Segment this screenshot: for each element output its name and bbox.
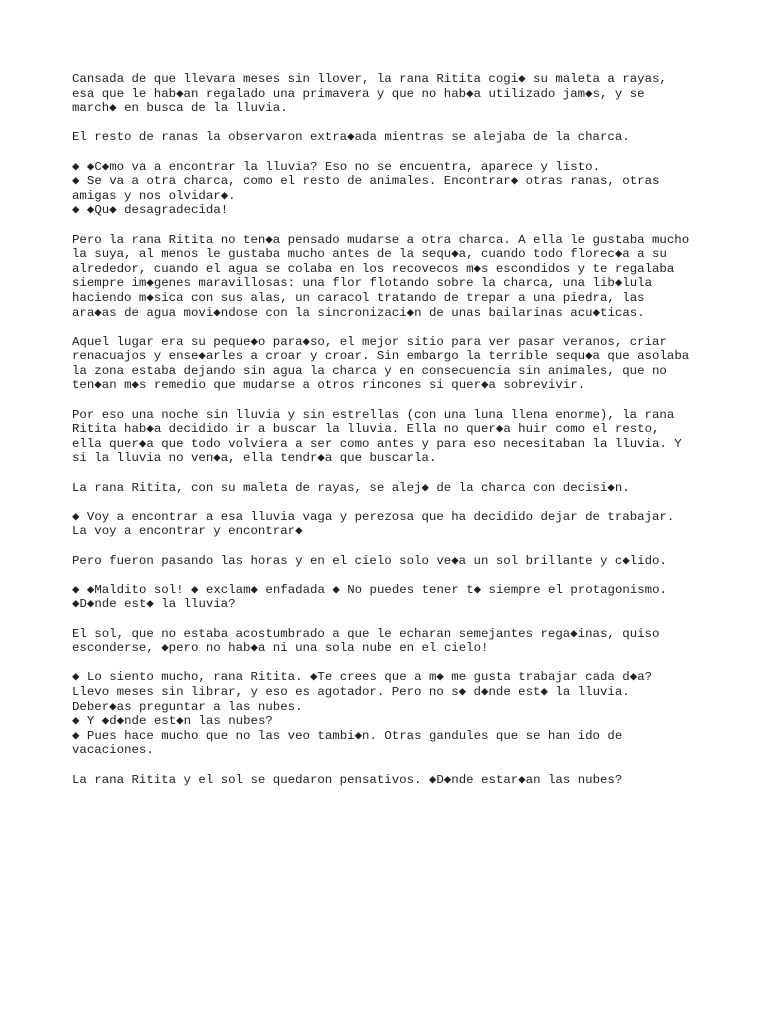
text-line: Pero la rana Ritita no ten◆a pensado mudarse a otra charca. A ella le gustaba mucho [72,232,690,247]
text-line: esconderse, ◆pero no hab◆a ni una sola nube en el cielo! [72,641,489,656]
document-page [72,72,712,802]
paragraph [72,773,712,788]
paragraph [72,408,712,466]
text-line: haciendo m◆sica con sus alas, un caracol tratando de trepar a una piedra, las [72,290,645,305]
text-line: Ritita hab◆a decidido ir a buscar la lluvia. Ella no quer◆a huir como el resto, [72,422,660,437]
paragraph [72,160,712,218]
text-line: ◆ ◆Qu◆ desagradecida! [72,203,229,218]
paragraph [72,670,712,758]
document-body [72,72,712,787]
text-line: La rana Ritita, con su maleta de rayas, se alej◆ de la charca con decisi◆n. [72,480,630,495]
paragraph [72,510,712,539]
text-line: renacuajos y ense◆arles a croar y croar. Sin embargo la terrible sequ◆a que asolaba [72,349,690,364]
text-line: vacaciones. [72,743,154,758]
paragraph [72,627,712,656]
paragraph [72,72,712,116]
text-line: esa que le hab◆an regalado una primavera y que no hab◆a utilizado jam◆s, y se [72,86,645,101]
text-line: Por eso una noche sin lluvia y sin estrellas (con una luna llena enorme), la rana [72,407,675,422]
paragraph [72,335,712,393]
text-line: Llevo meses sin librar, y eso es agotador. Pero no s◆ d◆nde est◆ la lluvia. [72,684,630,699]
text-line: march◆ en busca de la lluvia. [72,101,288,116]
text-line: Aquel lugar era su peque◆o para◆so, el mejor sitio para ver pasar veranos, criar [72,334,667,349]
paragraph [72,583,712,612]
text-line: alrededor, cuando el agua se colaba en los recovecos m◆s escondidos y te regalaba [72,261,675,276]
text-line: si la lluvia no ven◆a, ella tendr◆a que buscarla. [72,451,437,466]
paragraph [72,554,712,569]
text-line: ten◆an m◆s remedio que mudarse a otros rincones si quer◆a sobrevivir. [72,378,586,393]
text-line: siempre im◆genes maravillosas: una flor flotando sobre la charca, una lib◆lula [72,276,653,291]
text-line: ◆ Y ◆d◆nde est◆n las nubes? [72,714,273,729]
text-line: La voy a encontrar y encontrar◆ [72,524,303,539]
paragraph [72,481,712,496]
text-line: ◆ Se va a otra charca, como el resto de animales. Encontrar◆ otras ranas, otras [72,174,660,189]
text-line: El resto de ranas la observaron extra◆ada mientras se alejaba de la charca. [72,130,630,145]
text-line: ◆ ◆Maldito sol! ◆ exclam◆ enfadada ◆ No puedes tener t◆ siempre el protagonismo. [72,582,667,597]
text-line: amigas y nos olvidar◆. [72,188,236,203]
text-line: la zona estaba dejando sin agua la charca y en consecuencia sin animales, que no [72,363,667,378]
text-line: ◆ Pues hace mucho que no las veo tambi◆n. Otras gandules que se han ido de [72,728,623,743]
text-line: ◆ Voy a encontrar a esa lluvia vaga y perezosa que ha decidido dejar de trabajar. [72,509,675,524]
text-line: Cansada de que llevara meses sin llover, la rana Ritita cogi◆ su maleta a rayas, [72,72,667,86]
paragraph [72,233,712,321]
text-line: ella quer◆a que todo volviera a ser como antes y para eso necesitaban la lluvia. Y [72,436,682,451]
text-line: La rana Ritita y el sol se quedaron pensativos. ◆D◆nde estar◆an las nubes? [72,772,623,787]
text-line: la suya, al menos le gustaba mucho antes de la sequ◆a, cuando todo florec◆a a su [72,247,667,262]
text-line: ◆ Lo siento mucho, rana Ritita. ◆Te crees que a m◆ me gusta trabajar cada d◆a? [72,670,653,685]
text-line: Deber◆as preguntar a las nubes. [72,699,303,714]
paragraph [72,130,712,145]
text-line: ◆ ◆C◆mo va a encontrar la lluvia? Eso no se encuentra, aparece y listo. [72,159,600,174]
text-line: Pero fueron pasando las horas y en el cielo solo ve◆a un sol brillante y c◆lido. [72,553,667,568]
text-line: ara◆as de agua movi◆ndose con la sincronizaci◆n de unas bailarinas acu◆ticas. [72,305,645,320]
text-line: El sol, que no estaba acostumbrado a que le echaran semejantes rega◆inas, quiso [72,626,660,641]
text-line: ◆D◆nde est◆ la lluvia? [72,597,236,612]
